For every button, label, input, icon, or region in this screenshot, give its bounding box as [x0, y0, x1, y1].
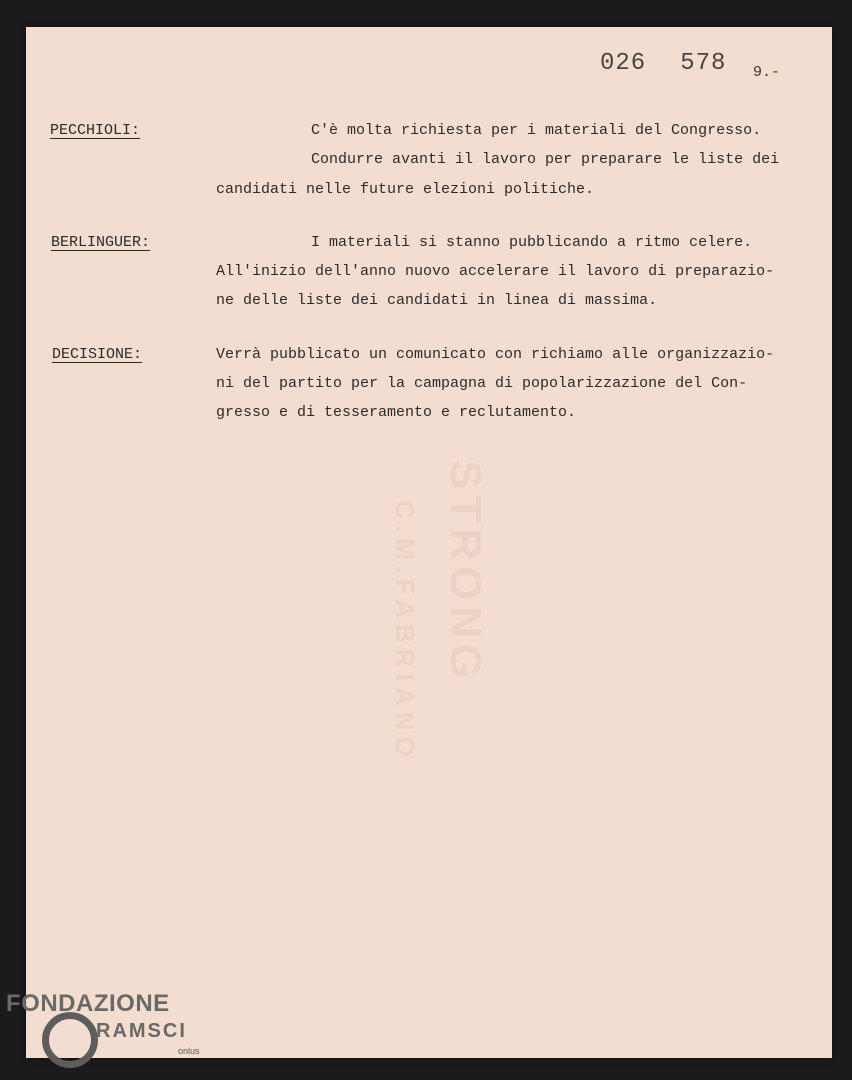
- archive-number-part-1: 026: [600, 50, 647, 77]
- text-line: C'è molta richiesta per i materiali del Congresso.: [311, 122, 762, 139]
- speaker-label: PECCHIOLI:: [50, 122, 141, 139]
- page-number: 9.-: [753, 64, 781, 81]
- text-line: gresso e di tesseramento e reclutamento.: [216, 404, 577, 421]
- text-line: ne delle liste dei candidati in linea di massima.: [216, 292, 658, 309]
- speaker-label: BERLINGUER:: [51, 234, 151, 251]
- text-line: Verrà pubblicato un comunicato con richiamo alle organizzazio-: [216, 346, 775, 363]
- logo-text-line-2: RAMSCI: [96, 1020, 187, 1042]
- logo-text-line-1: FONDAZIONE: [6, 990, 170, 1017]
- text-line: candidati nelle future elezioni politiche.: [216, 181, 595, 198]
- paper-edge-tab: [822, 535, 832, 623]
- logo-g-icon: [42, 1012, 98, 1068]
- text-line: All'inizio dell'anno nuovo accelerare il lavoro di preparazio-: [216, 263, 775, 280]
- fondazione-gramsci-logo: [6, 990, 216, 1070]
- watermark-text: STRONG: [441, 460, 490, 685]
- text-line: I materiali si stanno pubblicando a ritmo celere.: [311, 234, 753, 251]
- archive-number-part-2: 578: [680, 50, 727, 77]
- archive-number: [600, 50, 726, 77]
- logo-small-text: onlus: [178, 1046, 200, 1056]
- text-line: Condurre avanti il lavoro per preparare le liste dei: [311, 151, 780, 168]
- speaker-label: DECISIONE:: [52, 346, 143, 363]
- watermark-subtext: C.M.FABRIANO: [390, 500, 420, 763]
- text-line: ni del partito per la campagna di popolarizzazione del Con-: [216, 375, 748, 392]
